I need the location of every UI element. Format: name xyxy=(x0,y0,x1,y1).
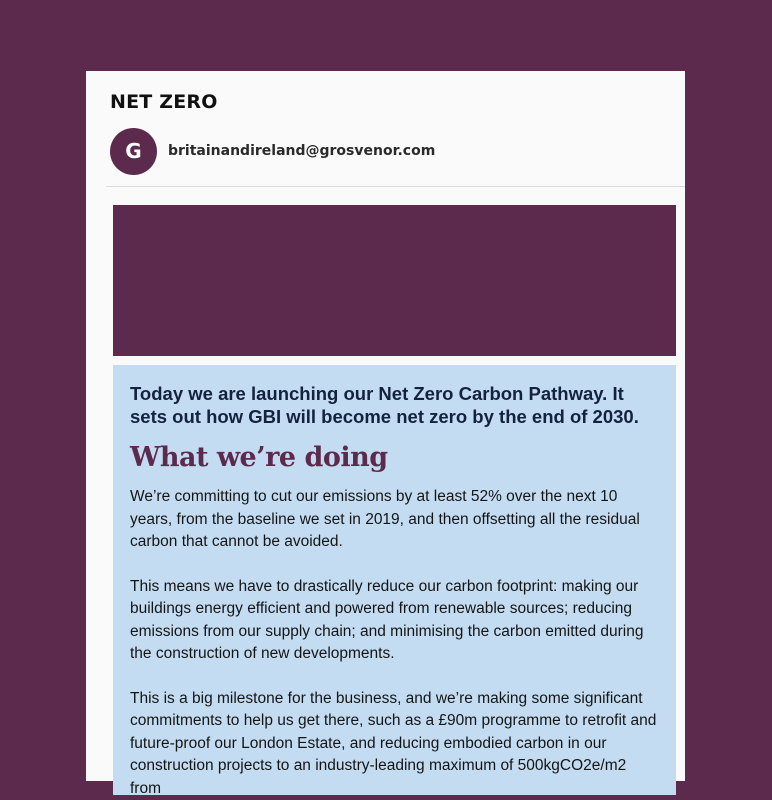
email-card xyxy=(86,71,685,781)
body-paragraph-3: This is a big milestone for the business, and we’re making some significant commitments to help us get there, such as a £90m programme to retrofit and future-proof our London Estate, and reducing embodied carbon in our construction projects to an industry-leading maximum of 500kgCO2e/m2 from xyxy=(130,688,659,800)
sender-row xyxy=(110,127,435,175)
avatar-letter: G xyxy=(125,139,141,163)
body-paragraph-2: This means we have to drastically reduce our carbon footprint: making our buildings energy efficient and powered from renewable sources; reducing emissions from our supply chain; and minimising the carbon emitted during the construction of new developments. xyxy=(130,576,659,666)
section-heading: What we’re doing xyxy=(130,440,659,476)
sender-email[interactable]: britainandireland@grosvenor.com xyxy=(168,143,435,159)
hero-banner xyxy=(113,205,676,356)
content-panel xyxy=(113,365,676,795)
header-divider xyxy=(106,186,685,187)
avatar[interactable] xyxy=(110,128,157,175)
body-paragraph-1: We’re committing to cut our emissions by at least 52% over the next 10 years, from the baseline we set in 2019, and then offsetting all the residual carbon that cannot be avoided. xyxy=(130,486,659,554)
email-subject: NET ZERO xyxy=(110,91,218,113)
intro-text: Today we are launching our Net Zero Carbon Pathway. It sets out how GBI will become net zero by the end of 2030. xyxy=(130,382,659,428)
